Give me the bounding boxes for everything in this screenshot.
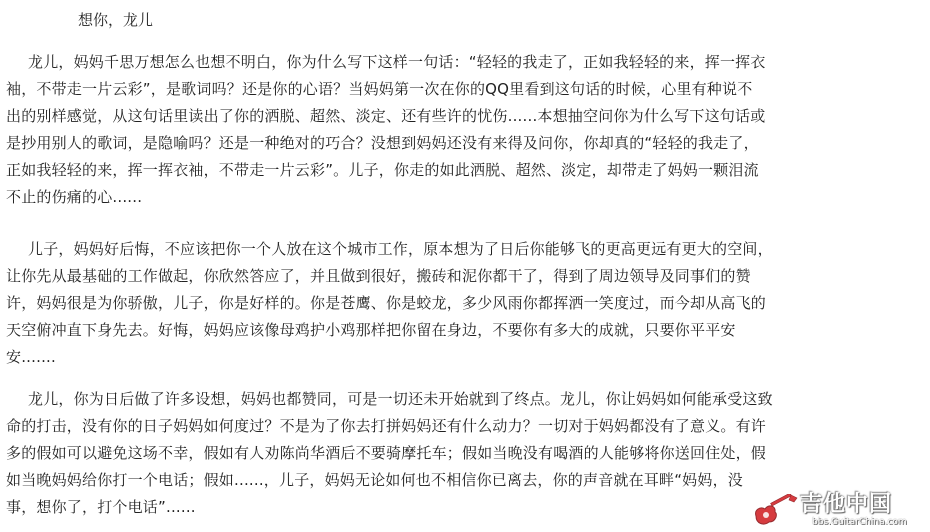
text-line: 天空俯冲直下身先去。好悔，妈妈应该像母鸡护小鸡那样把你留在身边，不要你有多大的成就，只要你平平安 xyxy=(6,321,736,339)
text-line: 让你先从最基础的工作做起，你欣然答应了，并且做到很好，搬砖和泥你都干了，得到了周边领导及同事们的赞 xyxy=(6,267,751,285)
text-line: 龙儿，你为日后做了许多设想，妈妈也都赞同，可是一切还未开始就到了终点。龙儿，你让妈妈如何能承受这致 xyxy=(28,390,773,408)
text-line: 正如我轻轻的来，挥一挥衣袖，不带走一片云彩”。儿子，你走的如此洒脱、超然、淡定，却带走了妈妈一颗泪流 xyxy=(6,161,759,179)
text-line: 安....... xyxy=(6,348,56,366)
text-line: 不止的伤痛的心...... xyxy=(6,188,143,206)
text-line: 袖，不带走一片云彩”，是歌词吗？还是你的心语？当妈妈第一次在你的QQ里看到这句话的时候，心里有种说不 xyxy=(6,80,753,98)
watermark-url[interactable]: bbs.GuitarChina.com xyxy=(812,517,907,527)
text-line: 是抄用别人的歌词，是隐喻吗？还是一种绝对的巧合？没想到妈妈还没有来得及问你，你却真的“轻轻的我走了， xyxy=(6,134,759,152)
text-line: 儿子，妈妈好后悔，不应该把你一个人放在这个城市工作，原本想为了日后你能够飞的更高更远有更大的空间， xyxy=(28,240,773,258)
text-line: 多的假如可以避免这场不幸，假如有人劝陈尚华酒后不要骑摩托车；假如当晚没有喝酒的人能够将你送回住处，假 xyxy=(6,444,767,462)
site-watermark xyxy=(752,492,924,530)
text-line: 许，妈妈很是为你骄傲，儿子，你是好样的。你是苍鹰、你是蛟龙，多少风雨你都挥洒一笑度过，而今却从高飞的 xyxy=(6,294,767,312)
guitar-logo-icon xyxy=(752,494,798,528)
paragraph-1 xyxy=(6,49,924,211)
paragraph-2 xyxy=(6,236,924,371)
text-line: 命的打击，没有你的日子妈妈如何度过？不是为了你去打拼妈妈还有什么动力？一切对于妈妈都没有了意义。有许 xyxy=(6,417,767,435)
text-line: 龙儿，妈妈千思万想怎么也想不明白，你为什么写下这样一句话：“轻轻的我走了，正如我轻轻的来，挥一挥衣 xyxy=(28,53,766,71)
text-line: 出的别样感觉，从这句话里读出了你的洒脱、超然、淡定、还有些许的忧伤......本想抽空问你为什么写下这句话或 xyxy=(6,107,766,125)
text-line: 事，想你了，打个电话”...... xyxy=(6,498,196,516)
text-line: 如当晚妈妈给你打一个电话；假如......，儿子，妈妈无论如何也不相信你已离去，你的声音就在耳畔“妈妈，没 xyxy=(6,471,743,489)
article-title: 想你，龙儿 xyxy=(78,11,154,29)
watermark-name: 吉他中国 xyxy=(800,492,893,517)
